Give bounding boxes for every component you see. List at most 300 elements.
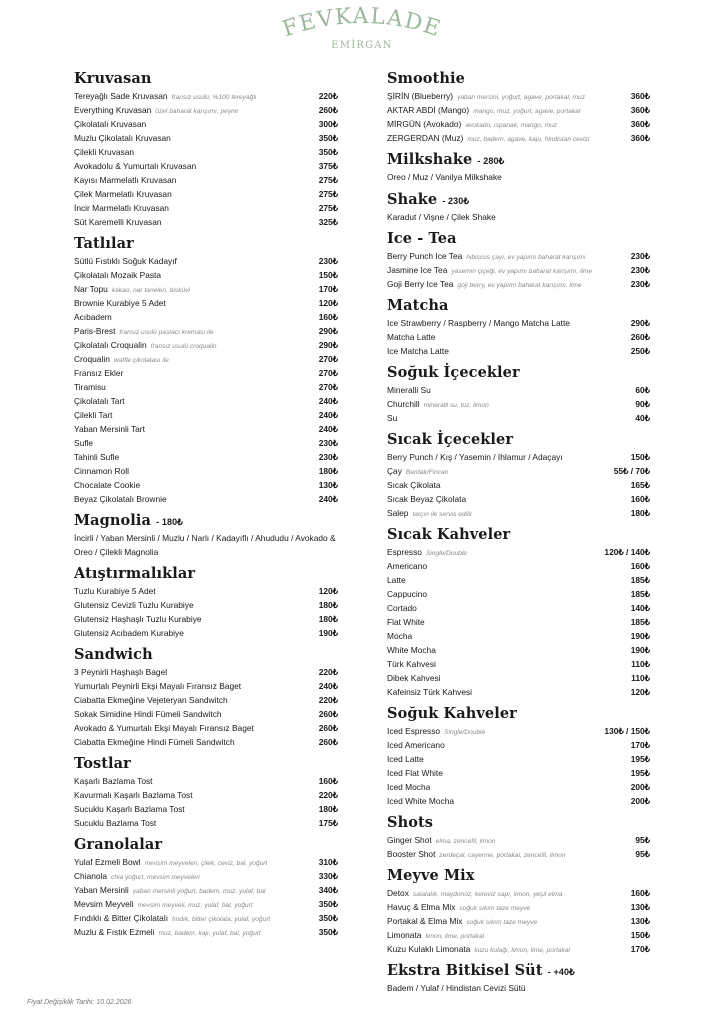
item-name: Acıbadem <box>74 312 112 322</box>
item-description: limon, lime, portakal <box>425 933 485 940</box>
menu-item <box>387 752 650 766</box>
item-name: Sokak Simidine Hindi Fümeli Sandwitch <box>74 709 222 719</box>
item-name: Muzlu & Fıstık Ezmeli <box>74 927 155 937</box>
item-price: 360₺ <box>630 133 650 143</box>
section-shake <box>387 191 650 225</box>
menu-item <box>387 738 650 752</box>
item-description: yaban mersini, yoğurt, agave, portakal, muz <box>457 94 586 101</box>
item-name: Beyaz Çikolatalı Brownie <box>74 494 167 504</box>
section-title-text: Sıcak Kahveler <box>387 526 511 543</box>
section-title-text: Atıştırmalıklar <box>74 565 196 582</box>
item-price: 195₺ <box>630 754 650 764</box>
menu-item <box>74 855 338 869</box>
menu-item <box>74 422 338 436</box>
item-description: soğuk sıkım taze meyve <box>459 905 531 912</box>
section-title-text: Soğuk İçecekler <box>387 364 520 381</box>
item-price: 230₺ <box>318 438 338 448</box>
item-price: 270₺ <box>318 368 338 378</box>
menu-item <box>74 408 338 422</box>
item-price: 260₺ <box>630 332 650 342</box>
item-name: Çikolatalı Tart <box>74 396 125 406</box>
menu-item <box>387 615 650 629</box>
menu-item <box>74 598 338 612</box>
item-price: 95₺ <box>635 835 650 845</box>
item-price: 325₺ <box>318 217 338 227</box>
item-price: 150₺ <box>630 452 650 462</box>
menu-item <box>387 886 650 900</box>
section-title <box>387 297 650 315</box>
item-name: Iced Latte <box>387 754 424 764</box>
section-note: Oreo / Muz / Vanilya Milkshake <box>387 172 502 182</box>
section-shots <box>387 814 650 861</box>
menu-item <box>387 397 650 411</box>
menu-item <box>387 506 650 520</box>
item-name: Ice Strawberry / Raspberry / Mango Matcha Latte <box>387 318 570 328</box>
item-name: Süt Karemelli Kruvasan <box>74 217 162 227</box>
menu-item <box>74 159 338 173</box>
item-price: 185₺ <box>630 589 650 599</box>
item-price: 130₺ <box>318 480 338 490</box>
menu-item <box>387 464 650 478</box>
item-price: 160₺ <box>630 494 650 504</box>
item-price: 190₺ <box>630 631 650 641</box>
item-name: Chocalate Cookie <box>74 480 141 490</box>
section-title <box>74 565 338 583</box>
section-title <box>387 814 650 832</box>
item-name: Ciabatta Ekmeğine Hindi Fümeli Sandwitch <box>74 737 235 747</box>
item-name: Portakal & Elma Mix <box>387 916 463 926</box>
item-name: Cinnamon Roll <box>74 466 129 476</box>
item-name: Croqualin <box>74 354 110 364</box>
item-name: Çilek Marmelatlı Kruvasan <box>74 189 172 199</box>
section-price: - 180₺ <box>156 517 184 527</box>
menu-item <box>387 601 650 615</box>
item-name: Yulaf Ezmeli Bowl <box>74 857 141 867</box>
item-description: avokado, ıspanak, mango, muz <box>465 122 557 129</box>
item-price: 230₺ <box>630 279 650 289</box>
menu-item <box>387 914 650 928</box>
item-price: 160₺ <box>318 776 338 786</box>
item-price: 180₺ <box>318 614 338 624</box>
item-price: 170₺ <box>318 284 338 294</box>
item-price: 120₺ <box>318 298 338 308</box>
menu-item <box>74 721 338 735</box>
section-title-text: Sandwich <box>74 646 153 663</box>
item-price: 175₺ <box>318 818 338 828</box>
item-name: Sıcak Çikolata <box>387 480 441 490</box>
item-description: chia yoğurt, mevsim meyveleri <box>111 874 200 881</box>
item-name: Iced Mocha <box>387 782 431 792</box>
menu-item <box>74 626 338 640</box>
item-name: Cappucino <box>387 589 428 599</box>
menu-item <box>74 310 338 324</box>
item-price: 230₺ <box>318 452 338 462</box>
menu-item <box>74 131 338 145</box>
item-description: fransız usulü croqualin <box>150 343 217 350</box>
item-name: Çilekli Kruvasan <box>74 147 135 157</box>
item-price: 260₺ <box>318 105 338 115</box>
item-name: Ginger Shot <box>387 835 432 845</box>
menu-item <box>387 450 650 464</box>
item-name: Fındıklı & Bitter Çikolatalı <box>74 913 169 923</box>
item-price: 260₺ <box>318 709 338 719</box>
section-title <box>387 705 650 723</box>
item-name: Mineralli Su <box>387 385 431 395</box>
section-title-text: Soğuk Kahveler <box>387 705 517 722</box>
item-description: zerdeçal, cayenne, portakal, zencefil, limon <box>439 852 566 859</box>
item-price: 200₺ <box>630 796 650 806</box>
section-title-text: Matcha <box>387 297 449 314</box>
menu-item <box>74 802 338 816</box>
item-description: fındık, bitter çikolata, yulaf, yoğurt <box>172 916 271 923</box>
item-description: elma, zencefil, limon <box>435 838 496 845</box>
menu-item <box>387 587 650 601</box>
item-name: Havuç & Elma Mix <box>387 902 456 912</box>
item-description: yaban mersinli yoğurt, badem, muz, yulaf, bal <box>132 888 266 895</box>
menu-item <box>74 187 338 201</box>
section-title-text: Smoothie <box>387 70 465 87</box>
section-magnolia <box>74 512 338 559</box>
menu-item <box>387 573 650 587</box>
item-price: 350₺ <box>318 927 338 937</box>
section-price: - +40₺ <box>547 967 575 977</box>
menu-item <box>74 788 338 802</box>
menu-item <box>74 380 338 394</box>
item-name: Americano <box>387 561 428 571</box>
item-name: İncir Marmelatlı Kruvasan <box>74 203 169 213</box>
section-title-text: Magnolia <box>74 512 152 529</box>
item-price: 220₺ <box>318 695 338 705</box>
section-title <box>387 151 650 170</box>
item-name: Churchill <box>387 399 420 409</box>
item-price: 130₺ <box>630 916 650 926</box>
item-price: 230₺ <box>630 265 650 275</box>
section-title-text: Tatlılar <box>74 235 134 252</box>
item-price: 60₺ <box>635 385 650 395</box>
item-name: Sucuklu Bazlama Tost <box>74 818 157 828</box>
section-title <box>74 235 338 253</box>
menu-item <box>387 942 650 956</box>
menu-item <box>387 928 650 942</box>
item-name: Yumurtalı Peynirli Ekşi Mayalı Fıransız Baget <box>74 681 242 691</box>
item-description: waffle çikolatası ile <box>113 357 169 364</box>
menu-item <box>387 766 650 780</box>
item-price: 330₺ <box>318 871 338 881</box>
section-atistirmaliklar <box>74 565 338 640</box>
menu-item <box>387 847 650 861</box>
section-title <box>74 70 338 88</box>
item-price: 185₺ <box>630 617 650 627</box>
menu-item <box>74 254 338 268</box>
menu-item <box>387 780 650 794</box>
menu-item <box>387 657 650 671</box>
item-price: 260₺ <box>318 723 338 733</box>
item-name: Paris-Brest <box>74 326 116 336</box>
item-name: Latte <box>387 575 406 585</box>
item-price: 180₺ <box>318 466 338 476</box>
section-title <box>387 230 650 248</box>
menu-item <box>74 89 338 103</box>
section-meyve-mix <box>387 867 650 956</box>
item-name: Cortado <box>387 603 417 613</box>
section-note: Badem / Yulaf / Hindistan Cevizi Sütü <box>387 983 526 993</box>
item-description: özel baharat karışımı, peynir <box>155 108 239 115</box>
menu-right-column <box>387 70 650 996</box>
item-price: 190₺ <box>318 628 338 638</box>
item-description: Bardak/Fincan <box>405 469 449 476</box>
section-title-text: Meyve Mix <box>387 867 475 884</box>
menu-item <box>74 897 338 911</box>
item-name: Çikolatalı Kruvasan <box>74 119 147 129</box>
item-price: 250₺ <box>630 346 650 356</box>
menu-item <box>74 296 338 310</box>
item-name: Iced Espresso <box>387 726 441 736</box>
item-description: muz, badem, kajı, yulaf, bal, yoğurt <box>158 930 261 937</box>
item-name: ŞİRİN (Blueberry) <box>387 91 454 101</box>
item-name: Avokadolu & Yumurtalı Kruvasan <box>74 161 197 171</box>
section-title <box>387 867 650 885</box>
item-name: Berry Punch Ice Tea <box>387 251 463 261</box>
section-title-text: Milkshake <box>387 151 473 168</box>
menu-item <box>387 900 650 914</box>
item-description: salatalık, maydonoz, kereviz sapı, limon, yeşil elma <box>412 891 563 898</box>
menu-item <box>387 249 650 263</box>
item-name: Yaban Mersinli Tart <box>74 424 145 434</box>
section-matcha <box>387 297 650 358</box>
section-title-text: Kruvasan <box>74 70 152 87</box>
section-note: İncirli / Yaban Mersinli / Muzlu / Narlı / Kadayıflı / Ahududu / Avokado & Oreo / Çilekli Magnolia <box>74 533 336 557</box>
item-name: Çikolatalı Mozaik Pasta <box>74 270 162 280</box>
item-price: 150₺ <box>630 930 650 940</box>
item-name: Kuzu Kulaklı Limonata <box>387 944 471 954</box>
item-price: 350₺ <box>318 133 338 143</box>
item-name: Mevsim Meyveli <box>74 899 134 909</box>
item-price: 110₺ <box>631 659 650 669</box>
item-price: 185₺ <box>630 575 650 585</box>
brand-logo <box>0 4 724 54</box>
section-note: Karadut / Vişne / Çilek Shake <box>387 211 496 222</box>
menu-item <box>74 352 338 366</box>
item-name: Fransız Ekler <box>74 368 124 378</box>
item-price: 360₺ <box>630 119 650 129</box>
item-name: Çilekli Tart <box>74 410 113 420</box>
menu-item <box>74 883 338 897</box>
menu-item <box>387 277 650 291</box>
item-name: 3 Peynirli Haşhaşlı Bagel <box>74 667 168 677</box>
item-description: kuzu kulağı, limon, lime, portakal <box>474 947 570 954</box>
section-price: - 280₺ <box>477 156 505 166</box>
item-price: 290₺ <box>318 340 338 350</box>
menu-item <box>74 911 338 925</box>
item-price: 130₺ / 150₺ <box>604 726 650 736</box>
menu-item <box>74 324 338 338</box>
item-name: Everything Kruvasan <box>74 105 152 115</box>
section-title <box>387 191 650 210</box>
item-description: mevsim meyveleri, çilek, ceviz, bal, yoğurt <box>144 860 268 867</box>
item-price: 180₺ <box>318 600 338 610</box>
section-title-text: Ice - Tea <box>387 230 457 247</box>
item-price: 90₺ <box>635 399 650 409</box>
item-name: Limonata <box>387 930 422 940</box>
item-price: 290₺ <box>318 326 338 336</box>
item-name: Kafeinsiz Türk Kahvesi <box>387 687 473 697</box>
item-name: Brownie Kurabiye 5 Adet <box>74 298 166 308</box>
item-name: Glutensiz Haşhaşlı Tuzlu Kurabiye <box>74 614 202 624</box>
item-name: Kayısı Marmelatlı Kruvasan <box>74 175 177 185</box>
item-name: Tuzlu Kurabiye 5 Adet <box>74 586 156 596</box>
item-price: 220₺ <box>318 790 338 800</box>
section-title-text: Shots <box>387 814 434 831</box>
menu-item <box>387 794 650 808</box>
menu-item <box>74 478 338 492</box>
menu-item <box>74 450 338 464</box>
menu-item <box>74 366 338 380</box>
item-name: Nar Topu <box>74 284 108 294</box>
item-price: 275₺ <box>318 203 338 213</box>
item-price: 220₺ <box>318 91 338 101</box>
menu-item <box>74 436 338 450</box>
brand-subtitle: EMİRGAN <box>331 40 393 51</box>
item-price: 240₺ <box>318 396 338 406</box>
section-title <box>74 755 338 773</box>
menu-item <box>74 679 338 693</box>
item-price: 275₺ <box>318 189 338 199</box>
item-name: Flat White <box>387 617 425 627</box>
menu-item <box>74 816 338 830</box>
item-name: Glutensiz Cevizli Tuzlu Kurabiye <box>74 600 194 610</box>
menu-item <box>387 629 650 643</box>
item-name: Booster Shot <box>387 849 436 859</box>
menu-item <box>74 103 338 117</box>
item-price: 350₺ <box>318 147 338 157</box>
item-name: Sufle <box>74 438 94 448</box>
item-price: 275₺ <box>318 175 338 185</box>
item-description: fransız usulü, %100 tereyağlı <box>171 94 257 101</box>
menu-item <box>74 925 338 939</box>
item-name: Su <box>387 413 398 423</box>
item-price: 95₺ <box>635 849 650 859</box>
item-price: 310₺ <box>318 857 338 867</box>
item-price: 260₺ <box>318 737 338 747</box>
menu-item <box>74 464 338 478</box>
item-name: Ciabatta Ekmeğine Vejeteryan Sandwitch <box>74 695 228 705</box>
menu-item <box>74 869 338 883</box>
section-soguk-icecekler <box>387 364 650 425</box>
item-price: 110₺ <box>631 673 650 683</box>
section-sicak-icecekler <box>387 431 650 520</box>
section-title <box>74 646 338 664</box>
menu-item <box>74 268 338 282</box>
section-granolalar <box>74 836 338 939</box>
item-price: 240₺ <box>318 681 338 691</box>
menu-item <box>387 383 650 397</box>
item-description: soğuk sıkım taze meyve <box>466 919 538 926</box>
item-price: 270₺ <box>318 382 338 392</box>
item-price: 360₺ <box>630 91 650 101</box>
section-title <box>387 431 650 449</box>
item-name: Chianola <box>74 871 108 881</box>
item-description: mango, muz, yoğurt, agave, portakal <box>473 108 581 115</box>
menu-item <box>387 330 650 344</box>
section-sicak-kahveler <box>387 526 650 699</box>
item-name: Iced Flat White <box>387 768 443 778</box>
item-name: Salep <box>387 508 409 518</box>
section-title <box>387 526 650 544</box>
section-title-text: Ekstra Bitkisel Süt <box>387 962 543 979</box>
item-name: Muzlu Çikolatalı Kruvasan <box>74 133 171 143</box>
item-price: 170₺ <box>630 740 650 750</box>
item-name: Sütlü Fıstıklı Soğuk Kadayıf <box>74 256 177 266</box>
menu-item <box>387 492 650 506</box>
menu-item <box>387 724 650 738</box>
item-price: 270₺ <box>318 354 338 364</box>
item-description: goji berry, ev yapımı baharat karışımı, lime <box>457 282 582 289</box>
section-price: - 230₺ <box>442 195 470 206</box>
menu-item <box>74 774 338 788</box>
menu-item <box>74 145 338 159</box>
item-name: Yaban Mersinli <box>74 885 129 895</box>
item-price: 340₺ <box>318 885 338 895</box>
item-price: 190₺ <box>630 645 650 655</box>
section-title-text: Tostlar <box>74 755 131 772</box>
item-name: Iced White Mocha <box>387 796 455 806</box>
item-name: Glutensiz Acıbadem Kurabiye <box>74 628 184 638</box>
item-description: muz, badem, agave, kaju, hindistan cevizi <box>467 136 590 143</box>
menu-item <box>387 478 650 492</box>
item-price: 160₺ <box>630 888 650 898</box>
section-ekstra-bitkisel-sut <box>387 962 650 996</box>
menu-item <box>387 545 650 559</box>
item-price: 350₺ <box>318 899 338 909</box>
item-description: hibiscus çayı, ev yapımı baharat karışımı <box>466 254 586 261</box>
item-description: Single/Double <box>425 550 467 557</box>
item-name: Türk Kahvesi <box>387 659 436 669</box>
section-milkshake <box>387 151 650 185</box>
menu-item <box>74 707 338 721</box>
menu-item <box>387 316 650 330</box>
menu-item <box>74 282 338 296</box>
menu-item <box>387 411 650 425</box>
item-price: 180₺ <box>630 508 650 518</box>
menu-item <box>387 89 650 103</box>
item-price: 140₺ <box>630 603 650 613</box>
menu-item <box>387 833 650 847</box>
section-title <box>74 512 338 531</box>
item-price: 200₺ <box>630 782 650 792</box>
brand-logo-mark <box>262 4 462 54</box>
item-price: 240₺ <box>318 494 338 504</box>
menu-item <box>74 117 338 131</box>
item-name: Berry Punch / Kış / Yasemin / Ihlamur / Adaçayı <box>387 452 563 462</box>
menu-left-column <box>74 70 338 939</box>
menu-item <box>74 584 338 598</box>
item-name: Sıcak Beyaz Çikolata <box>387 494 467 504</box>
item-price: 160₺ <box>318 312 338 322</box>
item-name: Detox <box>387 888 409 898</box>
item-price: 160₺ <box>630 561 650 571</box>
menu-item <box>74 394 338 408</box>
item-name: Jasmine Ice Tea <box>387 265 448 275</box>
item-name: Espresso <box>387 547 422 557</box>
section-soguk-kahveler <box>387 705 650 808</box>
menu-item <box>74 735 338 749</box>
item-name: Tiramisu <box>74 382 106 392</box>
item-price: 150₺ <box>318 270 338 280</box>
item-price: 290₺ <box>630 318 650 328</box>
item-price: 120₺ <box>318 586 338 596</box>
price-change-date: Fiyat Değişiklik Tarihi: 10.02.2026 <box>27 999 132 1006</box>
item-name: Avokado & Yumurtalı Ekşi Mayalı Fıransız Baget <box>74 723 254 733</box>
